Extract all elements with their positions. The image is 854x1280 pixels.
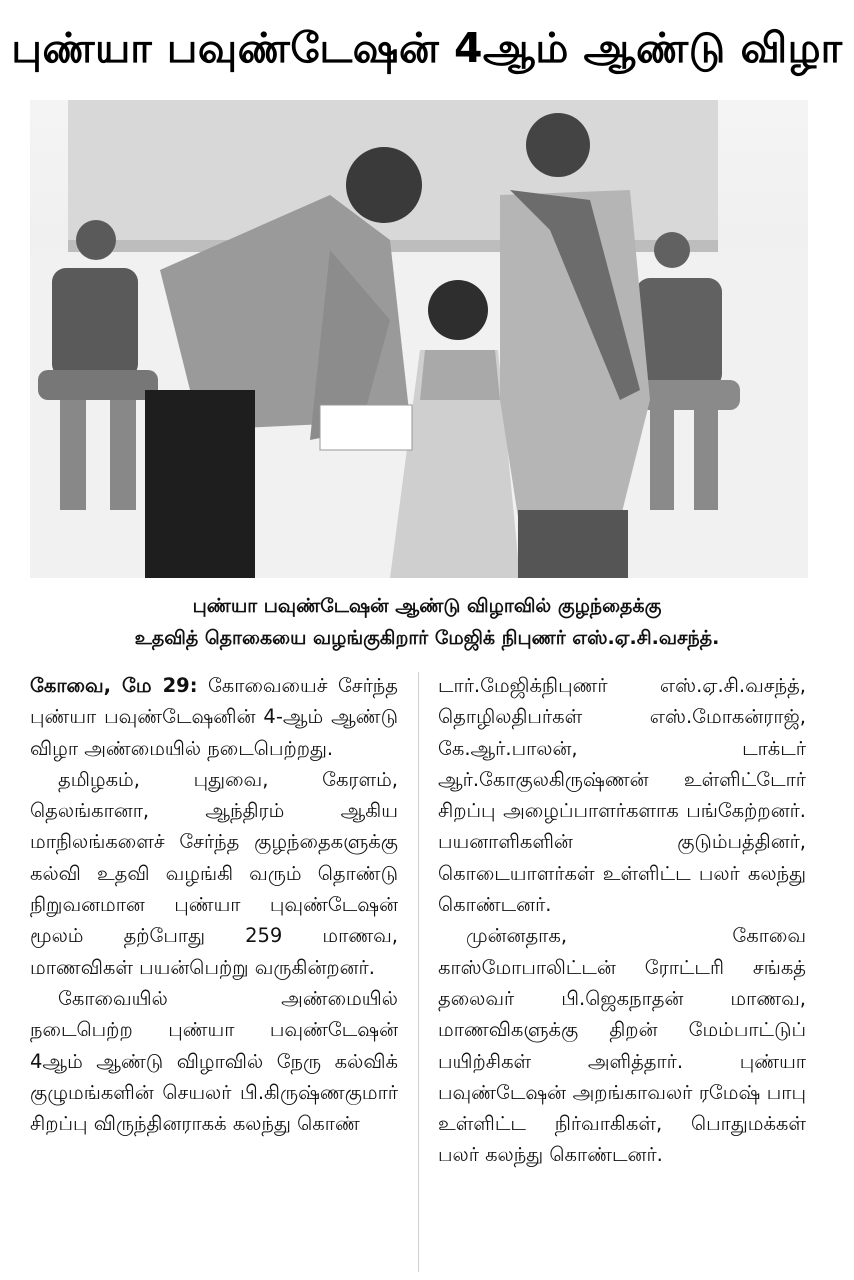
paragraph-1-text: கோவையைச் சேர்ந்த புண்யா பவுண்டேஷனின் 4-ஆம் ஆண்டு விழா அண்மையில் நடைபெற்றது.	[30, 674, 398, 760]
article-paragraph-3: கோவையில் அண்மையில் நடைபெற்ற புண்யா பவுண்டேஷன் 4ஆம் ஆண்டு விழாவில் நேரு கல்விக் குழுமங்களின் செயலர் பி.கிருஷ்ணகுமார் சிறப்பு விருந்தினராகக் கலந்து கொண்	[30, 986, 398, 1136]
article-paragraph-5: முன்னதாக, கோவை காஸ்மோபாலிட்டன் ரோட்டரி சங்கத் தலைவர் பி.ஜெகநாதன் மாணவ, மாணவிகளுக்கு திறன் மேம்பாட்டுப் பயிற்சிகள் அளித்தார். புண்யா பவுண்டேஷன் அறங்காவலர் ரமேஷ் பாபு உள்ளிட்ட நிர்வாகிகள், பொதுமக்கள் பலர் கலந்து கொண்டனர்.	[438, 924, 806, 1167]
article-paragraph-4: டார்.மேஜிக்நிபுணர் எஸ்.ஏ.சி.வசந்த், தொழிலதிபர்கள் எஸ்.மோகன்ராஜ், கே.ஆர்.பாலன், டாக்டர் ஆர்.கோகுலகிருஷ்ணன் உள்ளிட்டோர் சிறப்பு அழைப்பாளர்களாக பங்கேற்றனர். பயனாளிகளின் குடும்பத்தினர், கொடையாளர்கள் உள்ளிட்ட பலர் கலந்து கொண்டனர்.	[438, 674, 806, 917]
photo-caption	[0, 590, 854, 654]
article-paragraph-1	[30, 670, 398, 764]
column-divider	[418, 672, 419, 1272]
article-column-left	[30, 670, 398, 1139]
article-paragraph-2: தமிழகம், புதுவை, கேரளம், தெலங்கானா, ஆந்திரம் ஆகிய மாநிலங்களைச் சேர்ந்த குழந்தைகளுக்கு கல்வி உதவி வழங்கி வரும் தொண்டு நிறுவனமான புண்யா புவுண்டேஷன் மூலம் தற்போது 259 மாணவ, மாணவிகள் பயன்பெற்று வருகின்றனர்.	[30, 767, 398, 979]
caption-line-1: புண்யா பவுண்டேஷன் ஆண்டு விழாவில் குழந்தைக்கு	[192, 595, 662, 617]
article-headline: புண்யா பவுண்டேஷன் 4ஆம் ஆண்டு விழா	[11, 24, 843, 72]
event-photo	[30, 100, 808, 578]
article-column-right	[438, 670, 806, 1171]
dateline: கோவை, மே 29:	[30, 674, 198, 697]
caption-line-2: உதவித் தொகையை வழங்குகிறார் மேஜிக் நிபுணர் எஸ்.ஏ.சி.வசந்த்.	[134, 627, 720, 649]
